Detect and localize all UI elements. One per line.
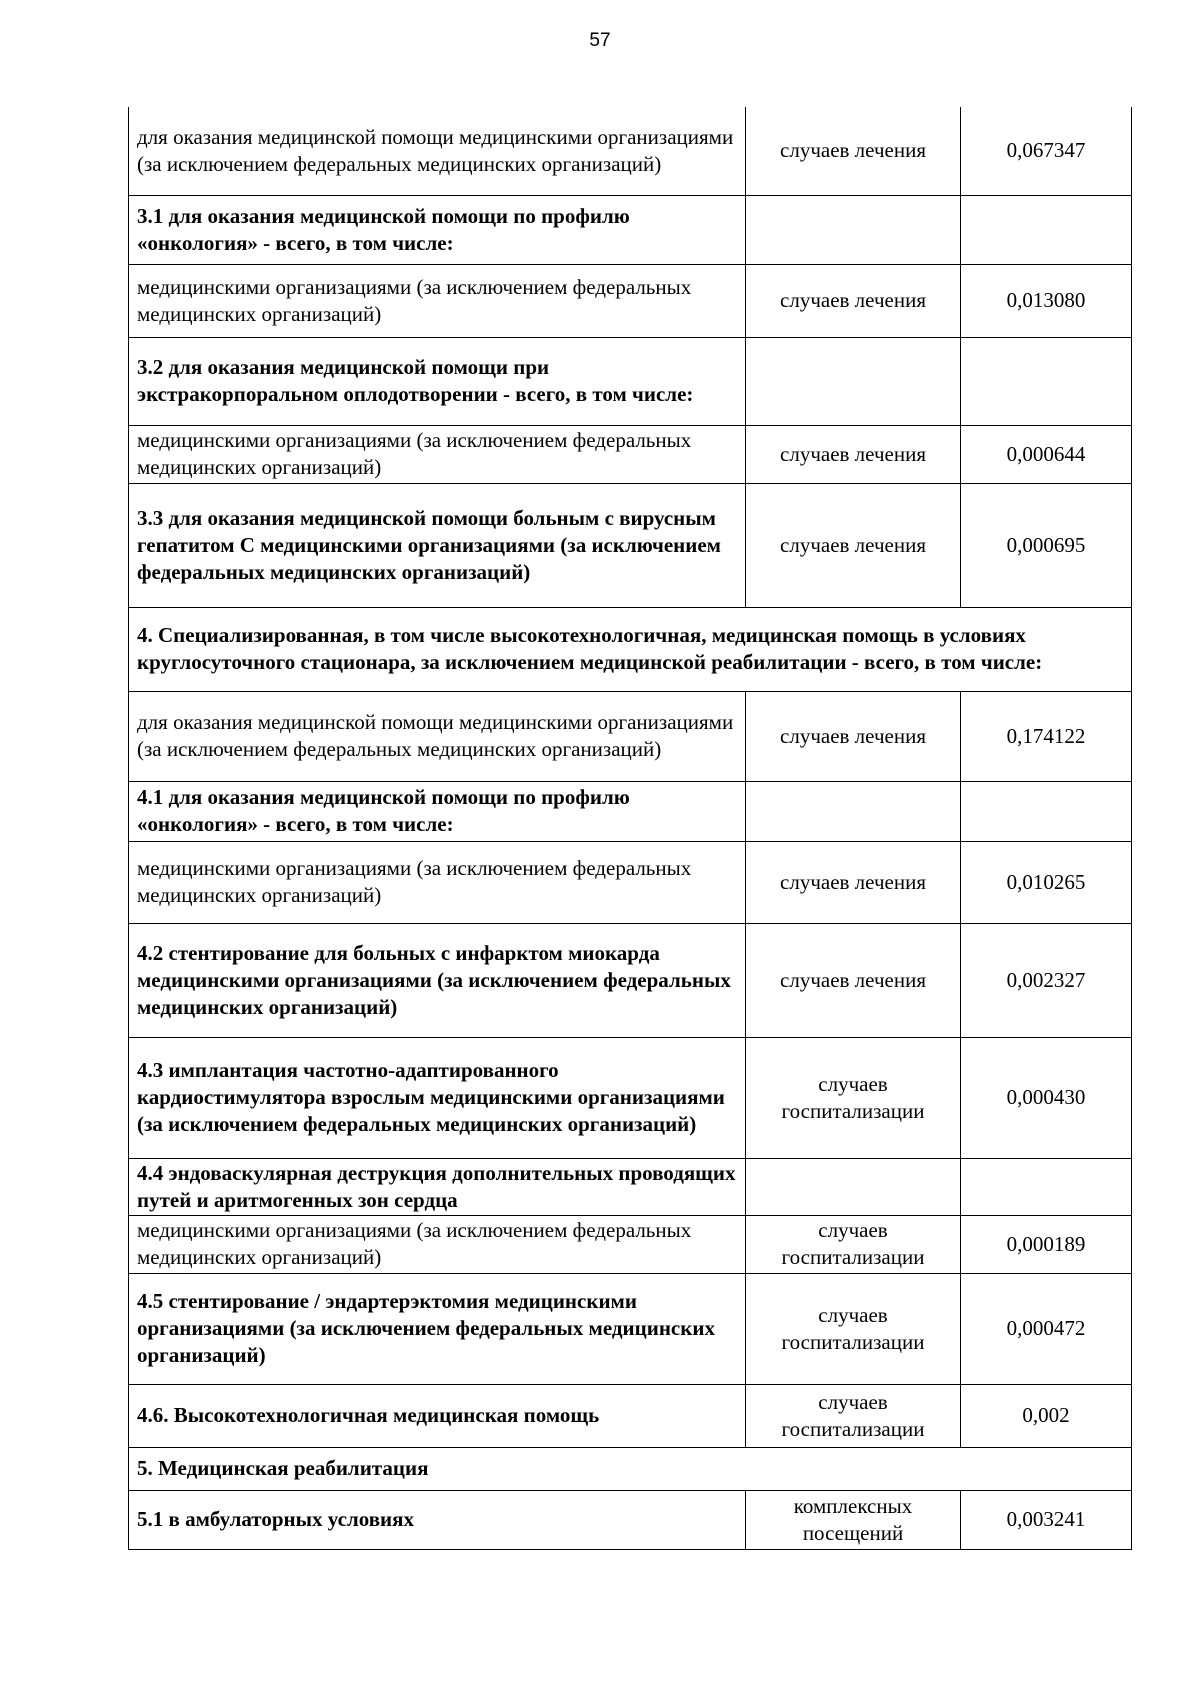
section-title-cell: 5. Медицинская реабилитация bbox=[129, 1447, 1132, 1490]
table-row bbox=[129, 195, 1132, 264]
table-row bbox=[129, 483, 1132, 607]
unit-cell bbox=[746, 781, 961, 841]
norm-value-cell: 0,000644 bbox=[961, 425, 1132, 483]
indicator-name-cell: 3.3 для оказания медицинской помощи больным с вирусным гепатитом С медицинскими организациями (за исключением федеральных медицинских организаций) bbox=[129, 483, 746, 607]
unit-cell: случаев лечения bbox=[746, 425, 961, 483]
norms-table-body bbox=[129, 107, 1132, 1549]
unit-cell: случаев госпитализации bbox=[746, 1215, 961, 1273]
table-row bbox=[129, 425, 1132, 483]
table-row bbox=[129, 337, 1132, 425]
indicator-name-cell: медицинскими организациями (за исключением федеральных медицинских организаций) bbox=[129, 841, 746, 923]
norm-value-cell: 0,000430 bbox=[961, 1037, 1132, 1158]
indicator-name-cell: для оказания медицинской помощи медицинскими организациями (за исключением федеральных медицинских организаций) bbox=[129, 691, 746, 781]
page-number: 57 bbox=[589, 30, 611, 51]
unit-cell: случаев лечения bbox=[746, 841, 961, 923]
unit-cell: случаев лечения bbox=[746, 107, 961, 195]
indicator-name-cell: медицинскими организациями (за исключением федеральных медицинских организаций) bbox=[129, 425, 746, 483]
table-row bbox=[129, 1215, 1132, 1273]
indicator-name-cell: 4.3 имплантация частотно-адаптированного кардиостимулятора взрослым медицинскими организациями (за исключением федеральных медицинских организаций) bbox=[129, 1037, 746, 1158]
indicator-name-cell: медицинскими организациями (за исключением федеральных медицинских организаций) bbox=[129, 1215, 746, 1273]
indicator-name-cell: 5.1 в амбулаторных условиях bbox=[129, 1490, 746, 1549]
unit-cell: случаев лечения bbox=[746, 691, 961, 781]
indicator-name-cell: 4.5 стентирование / эндартерэктомия медицинскими организациями (за исключением федеральных медицинских организаций) bbox=[129, 1273, 746, 1384]
indicator-name-cell: 4.4 эндоваскулярная деструкция дополнительных проводящих путей и аритмогенных зон сердца bbox=[129, 1158, 746, 1215]
table-row bbox=[129, 264, 1132, 337]
indicator-name-cell: 4.1 для оказания медицинской помощи по профилю «онкология» - всего, в том числе: bbox=[129, 781, 746, 841]
norm-value-cell: 0,000472 bbox=[961, 1273, 1132, 1384]
unit-cell: случаев госпитализации bbox=[746, 1273, 961, 1384]
norm-value-cell bbox=[961, 1158, 1132, 1215]
indicator-name-cell: 4.2 стентирование для больных с инфарктом миокарда медицинскими организациями (за исключением федеральных медицинских организаций) bbox=[129, 923, 746, 1037]
unit-cell: случаев госпитализации bbox=[746, 1037, 961, 1158]
indicator-name-cell: для оказания медицинской помощи медицинскими организациями (за исключением федеральных медицинских организаций) bbox=[129, 107, 746, 195]
unit-cell bbox=[746, 195, 961, 264]
unit-cell: комплексных посещений bbox=[746, 1490, 961, 1549]
table-section-row bbox=[129, 1447, 1132, 1490]
table-row bbox=[129, 1273, 1132, 1384]
unit-cell: случаев лечения bbox=[746, 923, 961, 1037]
norm-value-cell: 0,067347 bbox=[961, 107, 1132, 195]
norm-value-cell bbox=[961, 337, 1132, 425]
indicator-name-cell: 4.6. Высокотехнологичная медицинская помощь bbox=[129, 1384, 746, 1447]
unit-cell: случаев лечения bbox=[746, 264, 961, 337]
table-section-row bbox=[129, 607, 1132, 691]
indicator-name-cell: 3.1 для оказания медицинской помощи по профилю «онкология» - всего, в том числе: bbox=[129, 195, 746, 264]
norm-value-cell: 0,174122 bbox=[961, 691, 1132, 781]
unit-cell: случаев госпитализации bbox=[746, 1384, 961, 1447]
norm-value-cell: 0,002327 bbox=[961, 923, 1132, 1037]
table-row bbox=[129, 107, 1132, 195]
norms-table bbox=[128, 107, 1132, 1550]
table-row bbox=[129, 1384, 1132, 1447]
norm-value-cell: 0,000189 bbox=[961, 1215, 1132, 1273]
unit-cell bbox=[746, 337, 961, 425]
norm-value-cell: 0,013080 bbox=[961, 264, 1132, 337]
norm-value-cell bbox=[961, 781, 1132, 841]
table-row bbox=[129, 923, 1132, 1037]
table-row bbox=[129, 1490, 1132, 1549]
norm-value-cell: 0,003241 bbox=[961, 1490, 1132, 1549]
norm-value-cell: 0,010265 bbox=[961, 841, 1132, 923]
table-row bbox=[129, 1037, 1132, 1158]
indicator-name-cell: медицинскими организациями (за исключением федеральных медицинских организаций) bbox=[129, 264, 746, 337]
table-row bbox=[129, 1158, 1132, 1215]
norm-value-cell bbox=[961, 195, 1132, 264]
table-row bbox=[129, 781, 1132, 841]
table-row bbox=[129, 691, 1132, 781]
unit-cell: случаев лечения bbox=[746, 483, 961, 607]
table-row bbox=[129, 841, 1132, 923]
section-title-cell: 4. Специализированная, в том числе высокотехнологичная, медицинская помощь в условиях круглосуточного стационара, за исключением медицинской реабилитации - всего, в том числе: bbox=[129, 607, 1132, 691]
indicator-name-cell: 3.2 для оказания медицинской помощи при экстракорпоральном оплодотворении - всего, в том числе: bbox=[129, 337, 746, 425]
unit-cell bbox=[746, 1158, 961, 1215]
norm-value-cell: 0,002 bbox=[961, 1384, 1132, 1447]
norm-value-cell: 0,000695 bbox=[961, 483, 1132, 607]
